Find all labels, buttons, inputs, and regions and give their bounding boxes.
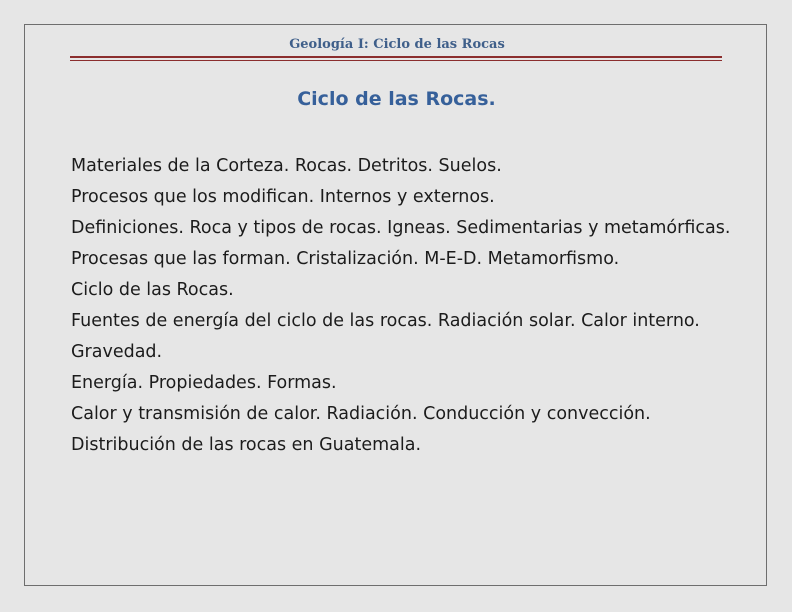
- document-page: [24, 24, 767, 586]
- content-line: Fuentes de energía del ciclo de las rocas. Radiación solar. Calor interno. Gravedad.: [71, 311, 700, 362]
- content-line: Materiales de la Corteza. Rocas. Detritos. Suelos.: [71, 156, 502, 176]
- running-header: Geología I: Ciclo de las Rocas: [289, 37, 505, 52]
- content-line: Ciclo de las Rocas.: [71, 280, 234, 300]
- content-line: Definiciones. Roca y tipos de rocas. Igneas. Sedimentarias y metamórficas.: [71, 218, 731, 238]
- header-rule-thin: [70, 60, 722, 61]
- content-line: Procesas que las forman. Cristalización. M-E-D. Metamorfismo.: [71, 249, 620, 269]
- content-line: Energía. Propiedades. Formas.: [71, 373, 337, 393]
- header-rule: [70, 56, 722, 58]
- content-line: Calor y transmisión de calor. Radiación. Conducción y convección.: [71, 404, 651, 424]
- page-title: Ciclo de las Rocas.: [297, 88, 496, 110]
- content-body: [71, 151, 741, 461]
- content-line: Distribución de las rocas en Guatemala.: [71, 435, 422, 455]
- content-line: Procesos que los modifican. Internos y externos.: [71, 187, 495, 207]
